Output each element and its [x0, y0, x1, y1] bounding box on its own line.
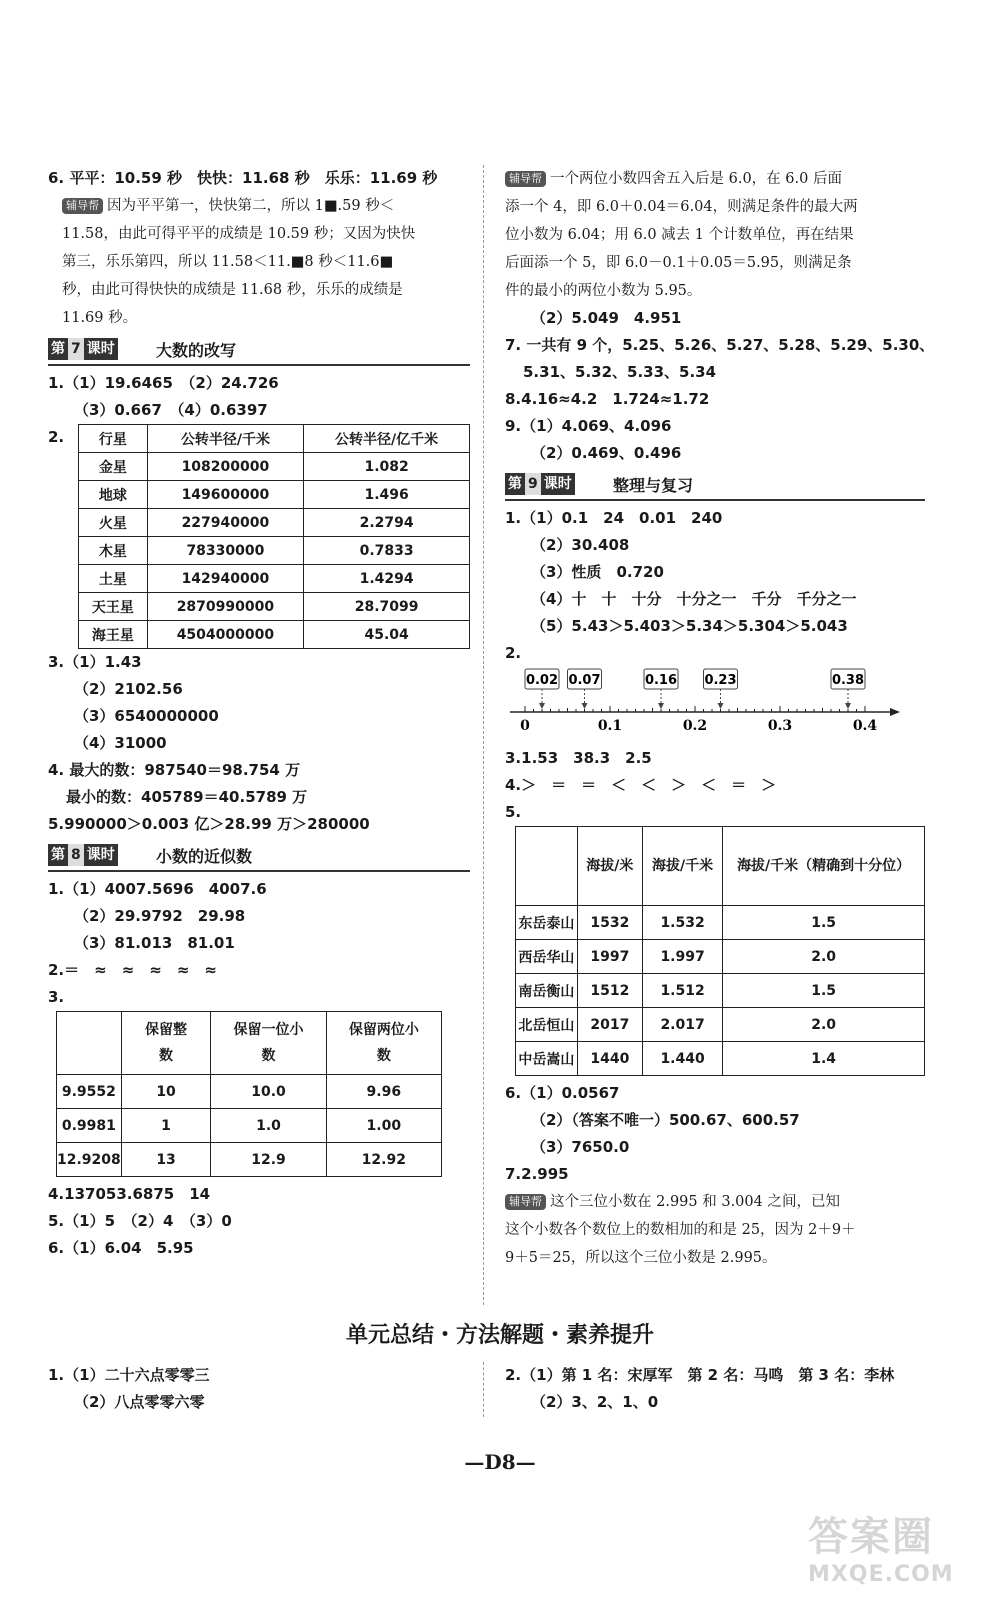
table-cell: 1.4294 [304, 565, 470, 593]
table-cell: 12.92 [326, 1143, 441, 1177]
table-cell: 地球 [79, 481, 147, 509]
number-line-mark-arrow-icon [845, 703, 851, 709]
left-column [48, 165, 470, 1262]
lesson-badge: 第 9 课时 [505, 473, 575, 495]
r9-q5: 5. [505, 803, 522, 821]
lesson-title: 大数的改写 [156, 341, 237, 360]
table-cell: 12.9 [211, 1143, 326, 1177]
table-row [57, 1075, 442, 1109]
r9-q1a: 1.（1）0.1 24 0.01 240 [505, 509, 723, 527]
table-cell: 2870990000 [147, 593, 304, 621]
lesson-badge: 第 7 课时 [48, 338, 118, 360]
r9-q1e: （5）5.43＞5.403＞5.34＞5.304＞5.043 [531, 617, 848, 635]
column-divider [483, 165, 484, 1305]
r-q7a: 7. 一共有 9 个，5.25、5.26、5.27、5.28、5.29、5.30、 [505, 336, 935, 354]
mountain-table-header-cell [516, 827, 578, 906]
r-q8: 8.4.16≈4.2 1.724≈1.72 [505, 390, 710, 408]
table-row [57, 1109, 442, 1143]
table-cell: 1 [121, 1109, 211, 1143]
table-row [79, 481, 470, 509]
table-cell: 1512 [577, 974, 642, 1008]
number-line-mark-arrow-icon [582, 703, 588, 709]
l8-q1c: （3）81.013 81.01 [74, 934, 235, 952]
rounding-table [56, 1011, 442, 1177]
table-row [79, 565, 470, 593]
table-row [79, 593, 470, 621]
l8-q4: 4.137053.6875 14 [48, 1185, 211, 1203]
number-line-mark-arrow-icon [658, 703, 664, 709]
table-cell: 1.997 [642, 940, 722, 974]
mountain-table-header-row [516, 827, 925, 906]
table-cell: 45.04 [304, 621, 470, 649]
r-q9b: （2）0.469、0.496 [531, 444, 682, 462]
table-cell: 10.0 [211, 1075, 326, 1109]
table-row [516, 974, 925, 1008]
summary-r2: （2）3、2、1、0 [531, 1393, 659, 1411]
table-cell: 1.5 [723, 974, 925, 1008]
lesson-8-header [48, 842, 470, 872]
mountain-table-header-cell: 海拔/千米 [642, 827, 722, 906]
number-line-svg [505, 667, 905, 745]
l7-q1b: （3）0.667 （4）0.6397 [74, 401, 268, 419]
table-cell: 天王星 [79, 593, 147, 621]
l8-q1b: （2）29.9792 29.98 [74, 907, 246, 925]
lesson-badge: 第 8 课时 [48, 844, 118, 866]
table-row [516, 940, 925, 974]
table-row [516, 1008, 925, 1042]
page-number: —D8— [464, 1450, 536, 1474]
l8-q2: 2.＝ ≈ ≈ ≈ ≈ ≈ [48, 961, 217, 979]
table-cell: 1.4 [723, 1042, 925, 1076]
lesson-title: 小数的近似数 [156, 847, 253, 866]
number-line-mark-arrow-icon [718, 703, 724, 709]
round-table-header-cell: 保留一位小数 [211, 1012, 326, 1075]
table-cell: 9.9552 [57, 1075, 122, 1109]
table-cell: 1.496 [304, 481, 470, 509]
r-q7b: 5.31、5.32、5.33、5.34 [523, 363, 717, 381]
table-cell: 10 [121, 1075, 211, 1109]
summary-l2: （2）八点零零六零 [74, 1393, 205, 1411]
table-cell: 1.00 [326, 1109, 441, 1143]
table-cell: 1997 [577, 940, 642, 974]
r9-q6b: （2）（答案不唯一）500.67、600.57 [531, 1111, 800, 1129]
table-row [57, 1143, 442, 1177]
round-table-header-cell: 保留整数 [121, 1012, 211, 1075]
table-cell: 4504000000 [147, 621, 304, 649]
number-line-tick-label: 0 [520, 718, 530, 734]
number-line-mark-arrow-icon [539, 703, 545, 709]
tip-badge: 辅导帮 [505, 1194, 546, 1210]
planet-table-header-cell: 公转半径/千米 [147, 425, 304, 453]
table-cell: 木星 [79, 537, 147, 565]
table-row [79, 537, 470, 565]
r-q9a: 9.（1）4.069、4.096 [505, 417, 672, 435]
table-cell: 西岳华山 [516, 940, 578, 974]
summary-left [48, 1362, 210, 1416]
table-cell: 东岳泰山 [516, 906, 578, 940]
table-cell: 2.0 [723, 940, 925, 974]
r-q6b: （2）5.049 4.951 [531, 309, 682, 327]
r9-q2: 2. [505, 644, 522, 662]
r9-q3: 3.1.53 38.3 2.5 [505, 749, 652, 767]
table-cell: 12.9208 [57, 1143, 122, 1177]
number-line [505, 667, 925, 745]
summary-title: 单元总结・方法解题・素养提升 [345, 1322, 654, 1348]
l7-q2: 2. 行星 公转半径/千米 公转半径/亿千米 金星 108200000 1.082 地球 149600000 1.496 火星 227940000 2.2794 木星 78330000 0.7833 土星 142940000 1.4294 天王星 2870990000 28.7099 海王星 4504000000 45.04 [48, 424, 470, 649]
planet-table [78, 424, 470, 649]
l7-q3c: （3）6540000000 [74, 707, 219, 725]
mountain-table-header-cell: 海拔/米 [577, 827, 642, 906]
table-cell: 1.5 [723, 906, 925, 940]
l8-q1a: 1.（1）4007.5696 4007.6 [48, 880, 267, 898]
number-line-tick-label: 0.1 [597, 718, 623, 734]
tip-block-3: 辅导帮 这个三位小数在 2.995 和 3.004 之间，已知 这个小数各个数位上的数相加的和是 25，因为 2＋9＋ 9＋5＝25，所以这个三位小数是 2.995。 [505, 1194, 856, 1266]
table-cell: 142940000 [147, 565, 304, 593]
number-line-arrow-icon [890, 708, 900, 716]
l8-q6: 6.（1）6.04 5.95 [48, 1239, 194, 1257]
l7-q4a: 4. 最大的数：987540＝98.754 万 [48, 761, 301, 779]
watermark-logo: 答案圈 MXQE.COM [808, 1513, 954, 1587]
r9-q1b: （2）30.408 [531, 536, 630, 554]
table-cell: 108200000 [147, 453, 304, 481]
r9-q1c: （3）性质 0.720 [531, 563, 664, 581]
table-row [79, 453, 470, 481]
table-cell: 火星 [79, 509, 147, 537]
r9-q4: 4.＞ ＝ ＝ ＜ ＜ ＞ ＜ ＝ ＞ [505, 776, 777, 794]
lesson-title: 整理与复习 [613, 476, 694, 495]
number-line-mark-label: 0.07 [568, 673, 601, 688]
number-line-mark-label: 0.16 [644, 673, 678, 688]
number-line-tick-label: 0.4 [852, 718, 878, 734]
round-table-header-row [57, 1012, 442, 1075]
number-line-tick-label: 0.3 [767, 718, 793, 734]
planet-table-header-cell: 行星 [79, 425, 147, 453]
l8-q3: 3. [48, 988, 65, 1006]
table-cell: 1532 [577, 906, 642, 940]
table-cell: 2.017 [642, 1008, 722, 1042]
table-cell: 1.532 [642, 906, 722, 940]
r9-q7: 7.2.995 [505, 1165, 569, 1183]
table-cell: 227940000 [147, 509, 304, 537]
number-line-mark-label: 0.02 [525, 673, 559, 688]
r9-q1d: （4）十 十 十分 十分之一 千分 千分之一 [531, 590, 857, 608]
table-cell: 1.0 [211, 1109, 326, 1143]
table-cell: 1.440 [642, 1042, 722, 1076]
table-cell: 78330000 [147, 537, 304, 565]
number-line-tick-label: 0.2 [682, 718, 708, 734]
l7-q3d: （4）31000 [74, 734, 167, 752]
l7-q3a: 3.（1）1.43 [48, 653, 142, 671]
table-cell: 1440 [577, 1042, 642, 1076]
table-cell: 南岳衡山 [516, 974, 578, 1008]
table-cell: 海王星 [79, 621, 147, 649]
l7-q3b: （2）2102.56 [74, 680, 183, 698]
planet-table-header-row [79, 425, 470, 453]
lesson-9-header [505, 471, 925, 501]
tip-badge: 辅导帮 [505, 171, 546, 187]
table-row [79, 621, 470, 649]
round-table-header-cell: 保留两位小数 [326, 1012, 441, 1075]
table-cell: 1.512 [642, 974, 722, 1008]
table-cell: 2017 [577, 1008, 642, 1042]
mountain-table [515, 826, 925, 1076]
mountain-table-header-cell: 海拔/千米（精确到十分位） [723, 827, 925, 906]
table-cell: 2.2794 [304, 509, 470, 537]
r9-q6c: （3）7650.0 [531, 1138, 630, 1156]
summary-r1: 2.（1）第 1 名：宋厚军 第 2 名：马鸣 第 3 名：李林 [505, 1366, 895, 1384]
summary-l1: 1.（1）二十六点零零三 [48, 1366, 210, 1384]
table-cell: 149600000 [147, 481, 304, 509]
q6-answer: 6. 平平：10.59 秒 快快：11.68 秒 乐乐：11.69 秒 [48, 169, 438, 187]
tip-block-1: 辅导帮 因为平平第一，快快第二，所以 1■.59 秒＜ 11.58，由此可得平平的成绩是 10.59 秒；又因为快快 第三，乐乐第四，所以 11.58＜11.■8 秒＜11.6■ 秒，由此可得快快的成绩是 11.68 秒，乐乐的成绩是 11.69 秒。 [62, 198, 416, 326]
number-line-mark-label: 0.23 [704, 673, 737, 688]
tip-badge: 辅导帮 [62, 198, 103, 214]
table-cell: 1.082 [304, 453, 470, 481]
table-cell: 0.9981 [57, 1109, 122, 1143]
table-cell: 9.96 [326, 1075, 441, 1109]
table-cell: 中岳嵩山 [516, 1042, 578, 1076]
l7-q5: 5.990000＞0.003 亿＞28.99 万＞280000 [48, 815, 370, 833]
summary-divider [483, 1362, 484, 1417]
table-cell: 金星 [79, 453, 147, 481]
table-cell: 0.7833 [304, 537, 470, 565]
right-column [505, 165, 935, 1272]
lesson-7-header [48, 336, 470, 366]
table-cell: 13 [121, 1143, 211, 1177]
table-cell: 北岳恒山 [516, 1008, 578, 1042]
table-row [79, 509, 470, 537]
l7-q1a: 1.（1）19.6465 （2）24.726 [48, 374, 279, 392]
table-cell: 2.0 [723, 1008, 925, 1042]
round-table-header-cell [57, 1012, 122, 1075]
tip-block-2: 辅导帮 一个两位小数四舍五入后是 6.0，在 6.0 后面 添一个 4，即 6.0＋0.04＝6.04，则满足条件的最大两 位小数为 6.04；用 6.0 减去 1 个计数单位，再在结果 后面添一个 5，即 6.0－0.1＋0.05＝5.95，则满足条 件的最小的两位小数为 5.95。 [505, 171, 858, 299]
planet-table-header-cell: 公转半径/亿千米 [304, 425, 470, 453]
table-row [516, 906, 925, 940]
l8-q5: 5.（1）5 （2）4 （3）0 [48, 1212, 232, 1230]
number-line-mark-label: 0.38 [831, 673, 865, 688]
table-cell: 28.7099 [304, 593, 470, 621]
table-cell: 土星 [79, 565, 147, 593]
r9-q6a: 6.（1）0.0567 [505, 1084, 620, 1102]
l7-q4b: 最小的数：405789＝40.5789 万 [66, 788, 308, 806]
table-row [516, 1042, 925, 1076]
summary-right [505, 1362, 894, 1416]
